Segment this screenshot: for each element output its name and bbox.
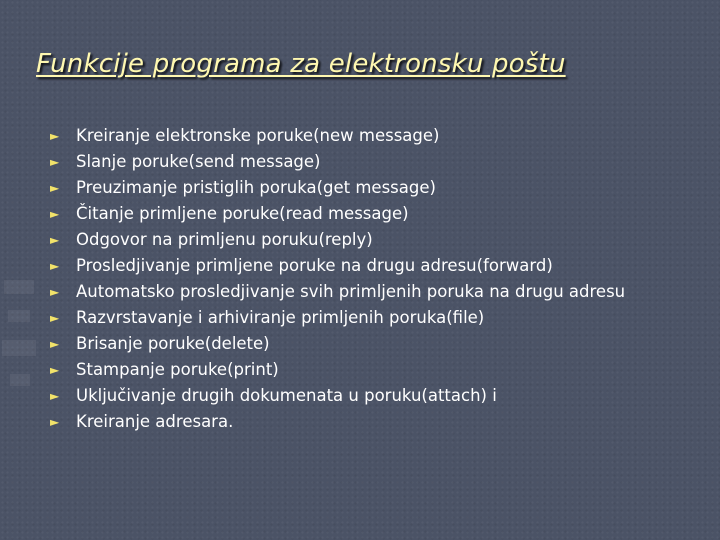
list-item-text: Kreiranje adresara.	[76, 412, 234, 431]
list-item-text: Čitanje primljene poruke(read message)	[76, 204, 409, 223]
list-item	[50, 201, 710, 227]
arrow-right-icon: ►	[50, 259, 60, 273]
list-item-text: Brisanje poruke(delete)	[76, 334, 270, 353]
list-item	[50, 305, 710, 331]
list-item	[50, 123, 710, 149]
list-item-text: Odgovor na primljenu poruku(reply)	[76, 230, 373, 249]
list-item-text: Prosledjivanje primljene poruke na drugu adresu(forward)	[76, 256, 553, 275]
list-item	[50, 149, 710, 175]
arrow-right-icon: ►	[50, 129, 60, 143]
arrow-right-icon: ►	[50, 415, 60, 429]
arrow-right-icon: ►	[50, 389, 60, 403]
list-item	[50, 227, 710, 253]
list-item	[50, 253, 710, 279]
arrow-right-icon: ►	[50, 181, 60, 195]
list-item	[50, 357, 710, 383]
list-item-text: Automatsko prosledjivanje svih primljenih poruka na drugu adresu	[76, 282, 626, 301]
list-item-text: Uključivanje drugih dokumenata u poruku(attach) i	[76, 386, 497, 405]
list-item	[50, 409, 710, 435]
bullet-list	[50, 123, 710, 435]
arrow-right-icon: ►	[50, 233, 60, 247]
arrow-right-icon: ►	[50, 207, 60, 221]
arrow-right-icon: ►	[50, 285, 60, 299]
list-item-text: Razvrstavanje i arhiviranje primljenih poruka(file)	[76, 308, 485, 327]
slide-title: Funkcije programa za elektronsku poštu	[36, 49, 566, 79]
list-item	[50, 279, 710, 305]
list-item-text: Slanje poruke(send message)	[76, 152, 321, 171]
list-item	[50, 383, 710, 409]
list-item-text: Preuzimanje pristiglih poruka(get message)	[76, 178, 436, 197]
arrow-right-icon: ►	[50, 363, 60, 377]
list-item	[50, 175, 710, 201]
arrow-right-icon: ►	[50, 155, 60, 169]
list-item	[50, 331, 710, 357]
list-item-text: Stampanje poruke(print)	[76, 360, 279, 379]
list-item-text: Kreiranje elektronske poruke(new message)	[76, 126, 440, 145]
arrow-right-icon: ►	[50, 311, 60, 325]
arrow-right-icon: ►	[50, 337, 60, 351]
background-watermark	[0, 270, 40, 420]
